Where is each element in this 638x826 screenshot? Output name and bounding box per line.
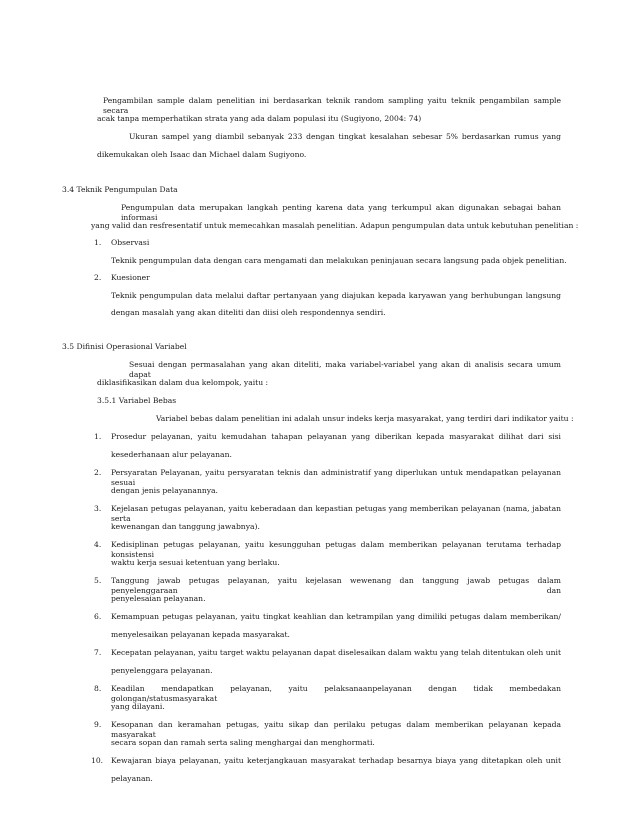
intro-para2-line2: dikemukakan oleh Isaac dan Michael dalam Sugiyono. <box>97 150 307 159</box>
list-number: 5. <box>94 576 102 585</box>
kuesioner-desc-line1: Teknik pengumpulan data melalui daftar pertanyaan yang diajukan kepada karyawan yang berhubungan langsung <box>111 291 561 300</box>
kuesioner-desc-line2: dengan masalah yang akan diteliti dan diisi oleh respondennya sendiri. <box>111 308 386 317</box>
indicator-line1: Persyaratan Pelayanan, yaitu persyaratan teknis dan administratif yang diperlukan untuk mendapatkan pelayanan sesuai <box>111 468 561 487</box>
list-number: 4. <box>94 540 102 549</box>
list-number: 1. <box>94 238 102 247</box>
indicator-line1: Kejelasan petugas pelayanan, yaitu keberadaan dan kepastian petugas yang memberikan pelayanan (nama, jabatan serta <box>111 504 561 523</box>
indicator-line2: menyelesaikan pelayanan kepada masyarakat. <box>111 630 290 639</box>
list-number: 6. <box>94 612 102 621</box>
indicator-line1: Kedisiplinan petugas pelayanan, yaitu kesungguhan petugas dalam memberikan pelayanan terutama terhadap konsistensi <box>111 540 561 559</box>
indicator-line1: Tanggung jawab petugas pelayanan, yaitu kejelasan wewenang dan tanggung jawab petugas dalam penyelenggaraan dan <box>111 576 561 595</box>
list-number: 1. <box>94 432 102 441</box>
observasi-title: Observasi <box>111 238 150 247</box>
indicator-line1: Kesopanan dan keramahan petugas, yaitu sikap dan perilaku petugas dalam memberikan pelayanan kepada masyarakat <box>111 720 561 739</box>
indicator-line1: Kemampuan petugas pelayanan, yaitu tingkat keahlian dan ketrampilan yang dimiliki petugas dalam memberikan/ <box>111 612 561 621</box>
list-number: 9. <box>94 720 102 729</box>
intro-para1-line1: Pengambilan sample dalam penelitian ini berdasarkan teknik random sampling yaitu teknik pengambilan sample secara <box>103 96 561 115</box>
subsection-3-5-1-heading: 3.5.1 Variabel Bebas <box>97 396 177 405</box>
indicator-line2: penyelesaian pelayanan. <box>111 594 206 603</box>
indicator-line1: Keadilan mendapatkan pelayanan, yaitu pelaksanaanpelayanan dengan tidak membedakan golongan/statusmasyarakat <box>111 684 561 703</box>
list-number: 10. <box>91 756 104 765</box>
observasi-desc: Teknik pengumpulan data dengan cara mengamati dan melakukan peninjauan secara langsung pada objek penelitian. <box>111 256 567 265</box>
indicator-line2: waktu kerja sesuai ketentuan yang berlaku. <box>111 558 280 567</box>
intro-para2-line1: Ukuran sampel yang diambil sebanyak 233 dengan tingkat kesalahan sebesar 5% berdasarkan rumus yang <box>129 132 561 141</box>
subsection-3-5-1-para: Variabel bebas dalam penelitian ini adalah unsur indeks kerja masyarakat, yang terdiri dari indikator yaitu : <box>156 414 574 423</box>
intro-para1-line2: acak tanpa memperhatikan strata yang ada dalam populasi itu (Sugiyono, 2004: 74) <box>97 114 422 123</box>
indicator-line2: dengan jenis pelayanannya. <box>111 486 218 495</box>
list-number: 2. <box>94 468 102 477</box>
indicator-line1: Kewajaran biaya pelayanan, yaitu keterjangkauan masyarakat terhadap besarnya biaya yang ditetapkan oleh unit <box>111 756 561 765</box>
section-3-5-para-line2: diklasifikasikan dalam dua kelompok, yaitu : <box>97 378 269 387</box>
section-3-4-para-line1: Pengumpulan data merupakan langkah penting karena data yang terkumpul akan digunakan sebagai bahan informasi <box>121 203 561 222</box>
kuesioner-title: Kuesioner <box>111 273 150 282</box>
section-3-5-heading: 3.5 Difinisi Operasional Variabel <box>62 342 187 351</box>
section-3-4-para-line2: yang valid dan resfresentatif untuk memecahkan masalah penelitian. Adapun pengumpulan data untuk kebutuhan penelitian : <box>91 221 579 230</box>
indicator-line2: secara sopan dan ramah serta saling menghargai dan menghormati. <box>111 738 375 747</box>
indicator-line2: kewenangan dan tanggung jawabnya). <box>111 522 260 531</box>
indicator-line1: Prosedur pelayanan, yaitu kemudahan tahapan pelayanan yang diberikan kepada masyarakat dilihat dari sisi <box>111 432 561 441</box>
indicator-line1: Kecepatan pelayanan, yaitu target waktu pelayanan dapat diselesaikan dalam waktu yang telah ditentukan oleh unit <box>111 648 561 657</box>
list-number: 3. <box>94 504 102 513</box>
indicator-line2: penyelenggara pelayanan. <box>111 666 213 675</box>
indicator-line2: yang dilayani. <box>111 702 165 711</box>
section-3-4-heading: 3.4 Teknik Pengumpulan Data <box>62 185 178 194</box>
list-number: 8. <box>94 684 102 693</box>
indicator-line2: pelayanan. <box>111 774 153 783</box>
list-number: 2. <box>94 273 102 282</box>
list-number: 7. <box>94 648 102 657</box>
section-3-5-para-line1: Sesuai dengan permasalahan yang akan diteliti, maka variabel-variabel yang akan di analisis secara umum dapat <box>129 360 561 379</box>
indicator-line2: kesederhanaan alur pelayanan. <box>111 450 232 459</box>
